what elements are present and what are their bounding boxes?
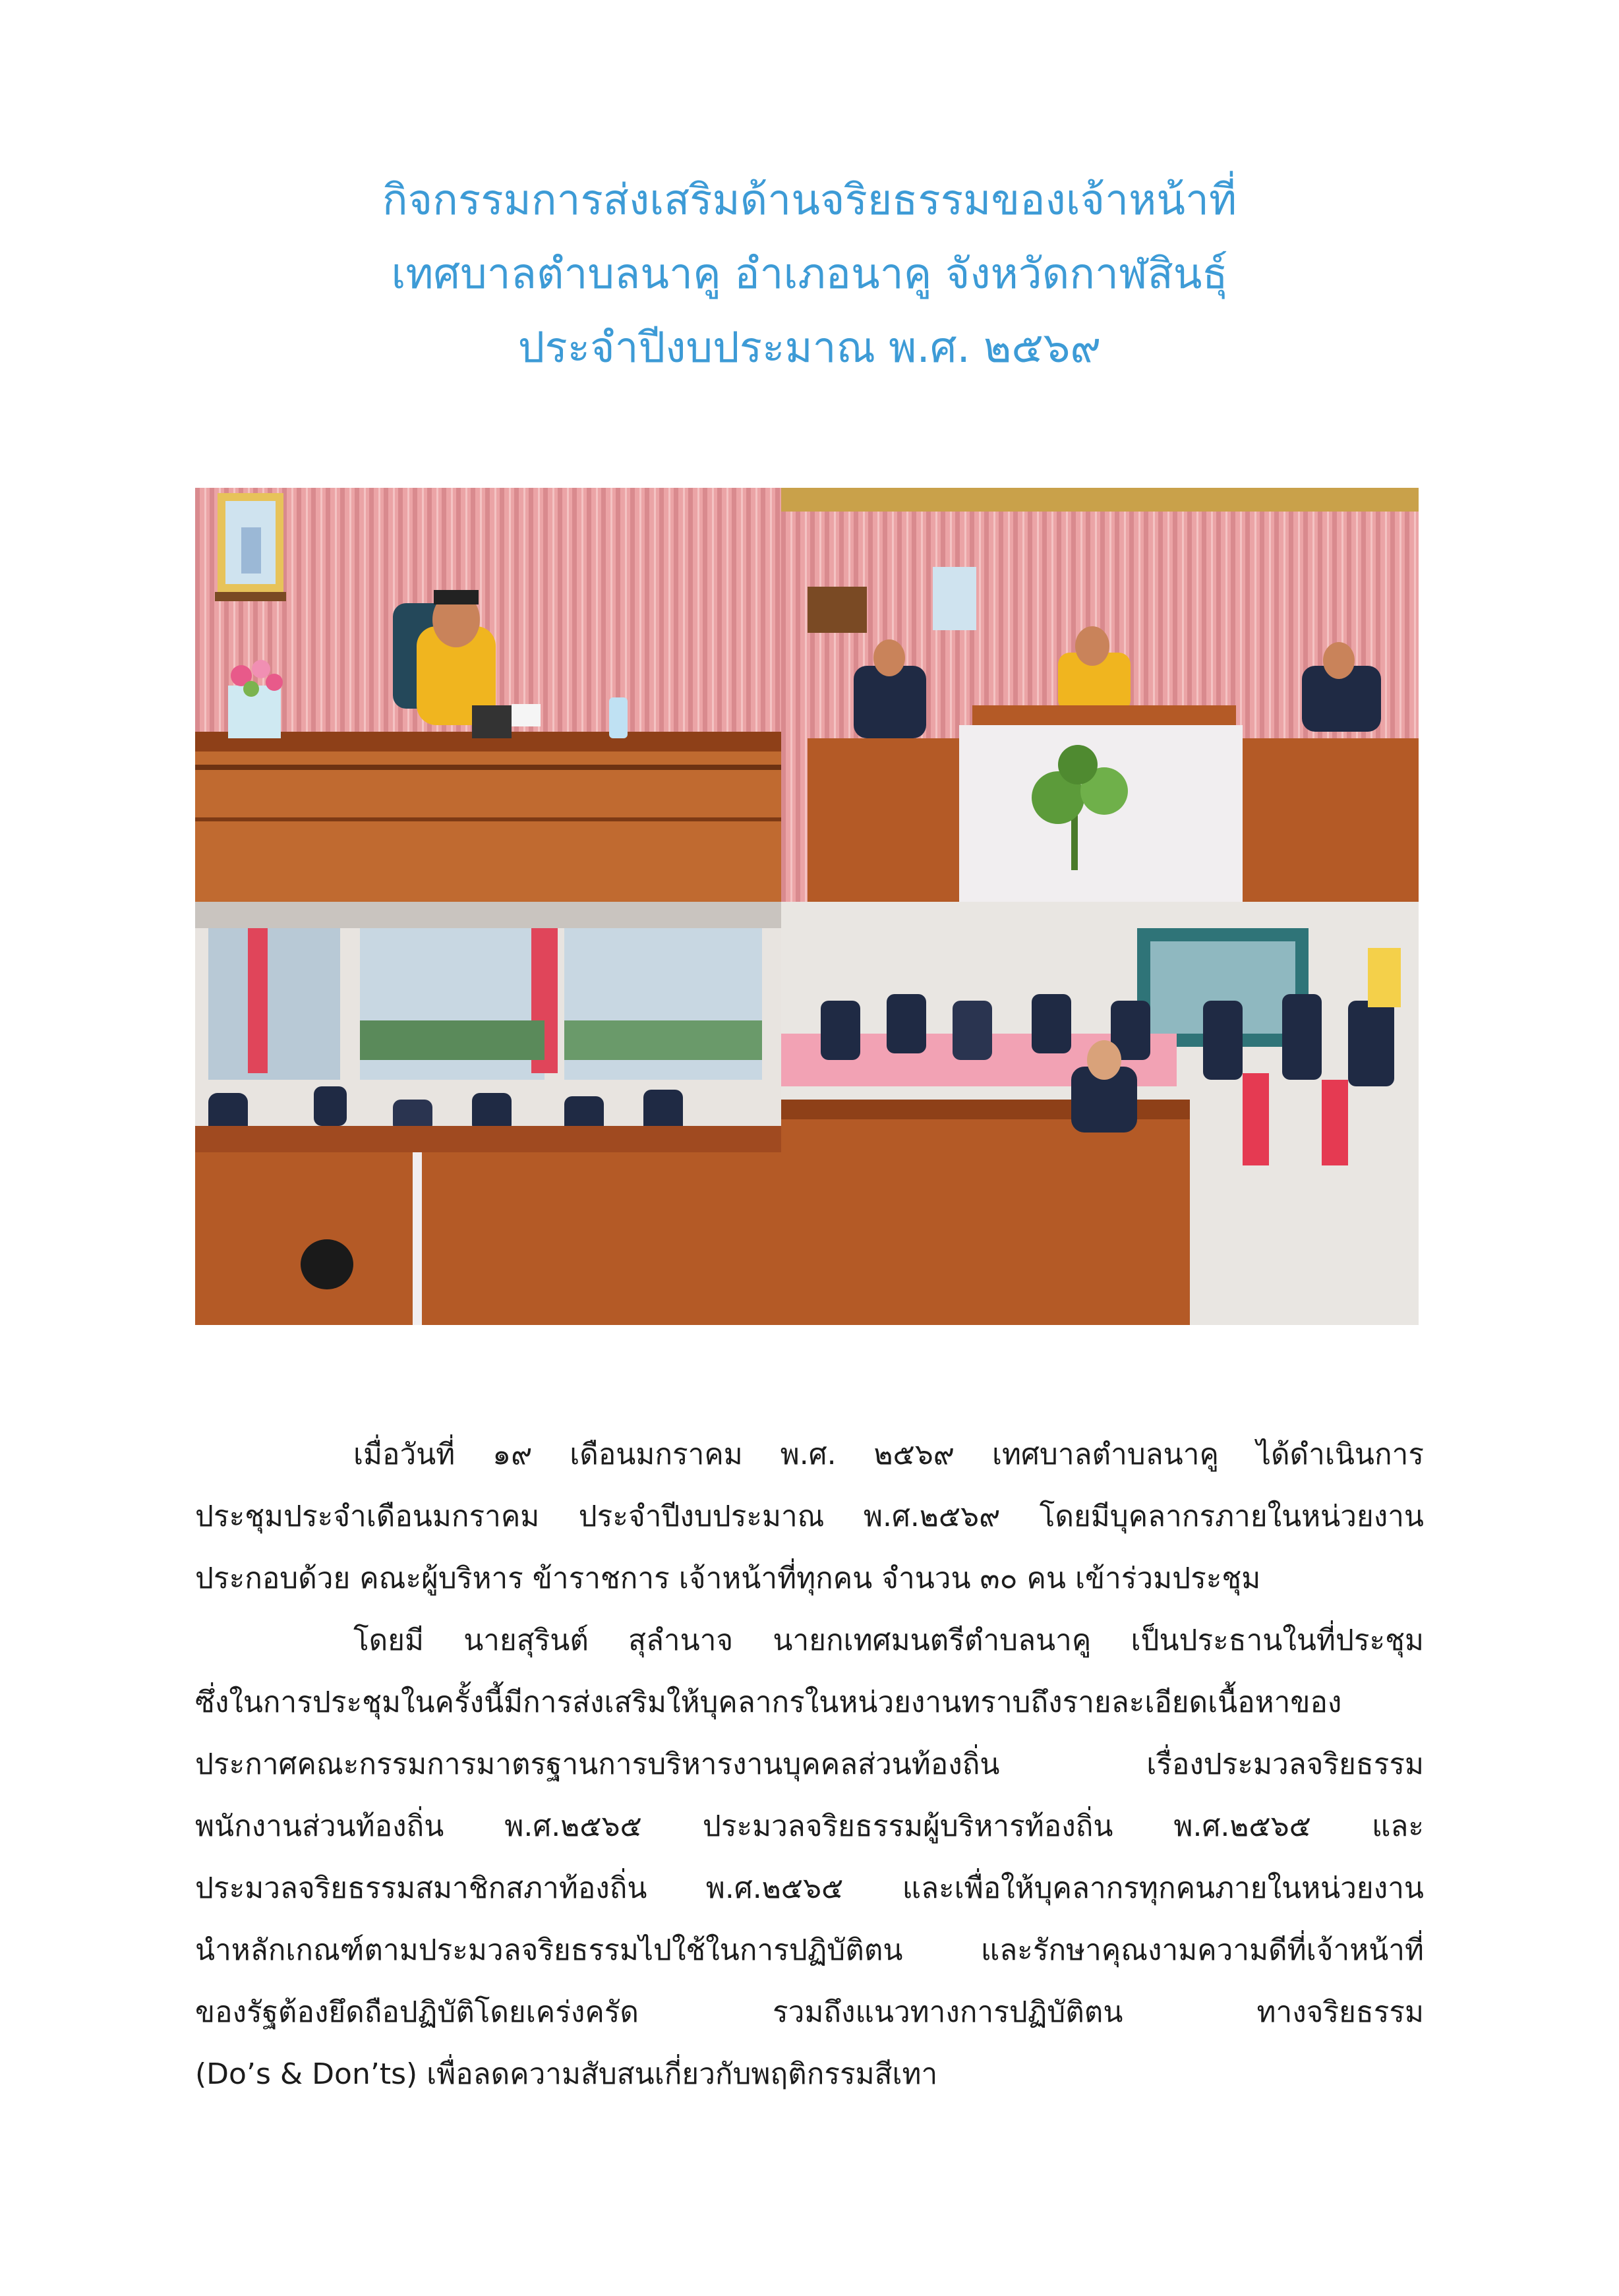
paragraph-2-line-6: นำหลักเกณฑ์ตามประมวลจริยธรรมไปใช้ในการปฏิบัติตน และรักษาคุณงามความดีที่เจ้าหน้าที่ xyxy=(195,1933,1424,1967)
paragraph-2-line-3: ประกาศคณะกรรมการมาตรฐานการบริหารงานบุคคลส่วนท้องถิ่น เรื่องประมวลจริยธรรม xyxy=(195,1748,1424,1781)
staff-attending-photo xyxy=(781,902,1419,1325)
paragraph-1-line-1: เมื่อวันที่ ๑๙ เดือนมกราคม พ.ศ. ๒๕๖๙ เทศบาลตำบลนาคู ได้ดำเนินการ xyxy=(353,1438,1424,1471)
paragraph-2-line-2: ซึ่งในการประชุมในครั้งนี้มีการส่งเสริมให้บุคลากรในหน่วยงานทราบถึงรายละเอียดเนื้อหาของ xyxy=(195,1686,1342,1719)
paragraph-2-line-1: โดยมี นายสุรินต์ สุลำนาจ นายกเทศมนตรีตำบลนาคู เป็นประธานในที่ประชุม xyxy=(353,1624,1424,1657)
staff-seated-photo xyxy=(195,902,781,1325)
meeting-room-photo xyxy=(781,488,1419,902)
title-line-2: เทศบาลตำบลนาคู อำเภอนาคู จังหวัดกาฬสินธุ์ xyxy=(391,250,1228,299)
photo-collage xyxy=(195,488,1419,1325)
document-title xyxy=(0,163,1619,385)
paragraph-2-line-4: พนักงานส่วนท้องถิ่น พ.ศ.๒๕๖๕ ประมวลจริยธรรมผู้บริหารท้องถิ่น พ.ศ.๒๕๖๕ และ xyxy=(195,1810,1424,1843)
paragraph-2-line-8: (Do’s & Don’ts) เพื่อลดความสับสนเกี่ยวกับพฤติกรรมสีเทา xyxy=(195,2057,938,2091)
paragraph-2-line-7: ของรัฐต้องยึดถือปฏิบัติโดยเคร่งครัด รวมถึงแนวทางการปฏิบัติตน ทางจริยธรรม xyxy=(195,1995,1424,2029)
paragraph-1-line-2: ประชุมประจำเดือนมกราคม ประจำปีงบประมาณ พ.ศ.๒๕๖๙ โดยมีบุคลากรภายในหน่วยงาน xyxy=(195,1500,1424,1533)
chairman-meeting-photo xyxy=(195,488,781,902)
body-paragraphs xyxy=(195,1424,1424,2105)
paragraph-2-line-5: ประมวลจริยธรรมสมาชิกสภาท้องถิ่น พ.ศ.๒๕๖๕ และเพื่อให้บุคลากรทุกคนภายในหน่วยงาน xyxy=(195,1871,1424,1905)
paragraph-1-line-3: ประกอบด้วย คณะผู้บริหาร ข้าราชการ เจ้าหน้าที่ทุกคน จำนวน ๓๐ คน เข้าร่วมประชุม xyxy=(195,1562,1261,1595)
title-line-1: กิจกรรมการส่งเสริมด้านจริยธรรมของเจ้าหน้าที่ xyxy=(382,176,1237,225)
title-line-3: ประจำปีงบประมาณ พ.ศ. ๒๕๖๙ xyxy=(517,324,1102,372)
